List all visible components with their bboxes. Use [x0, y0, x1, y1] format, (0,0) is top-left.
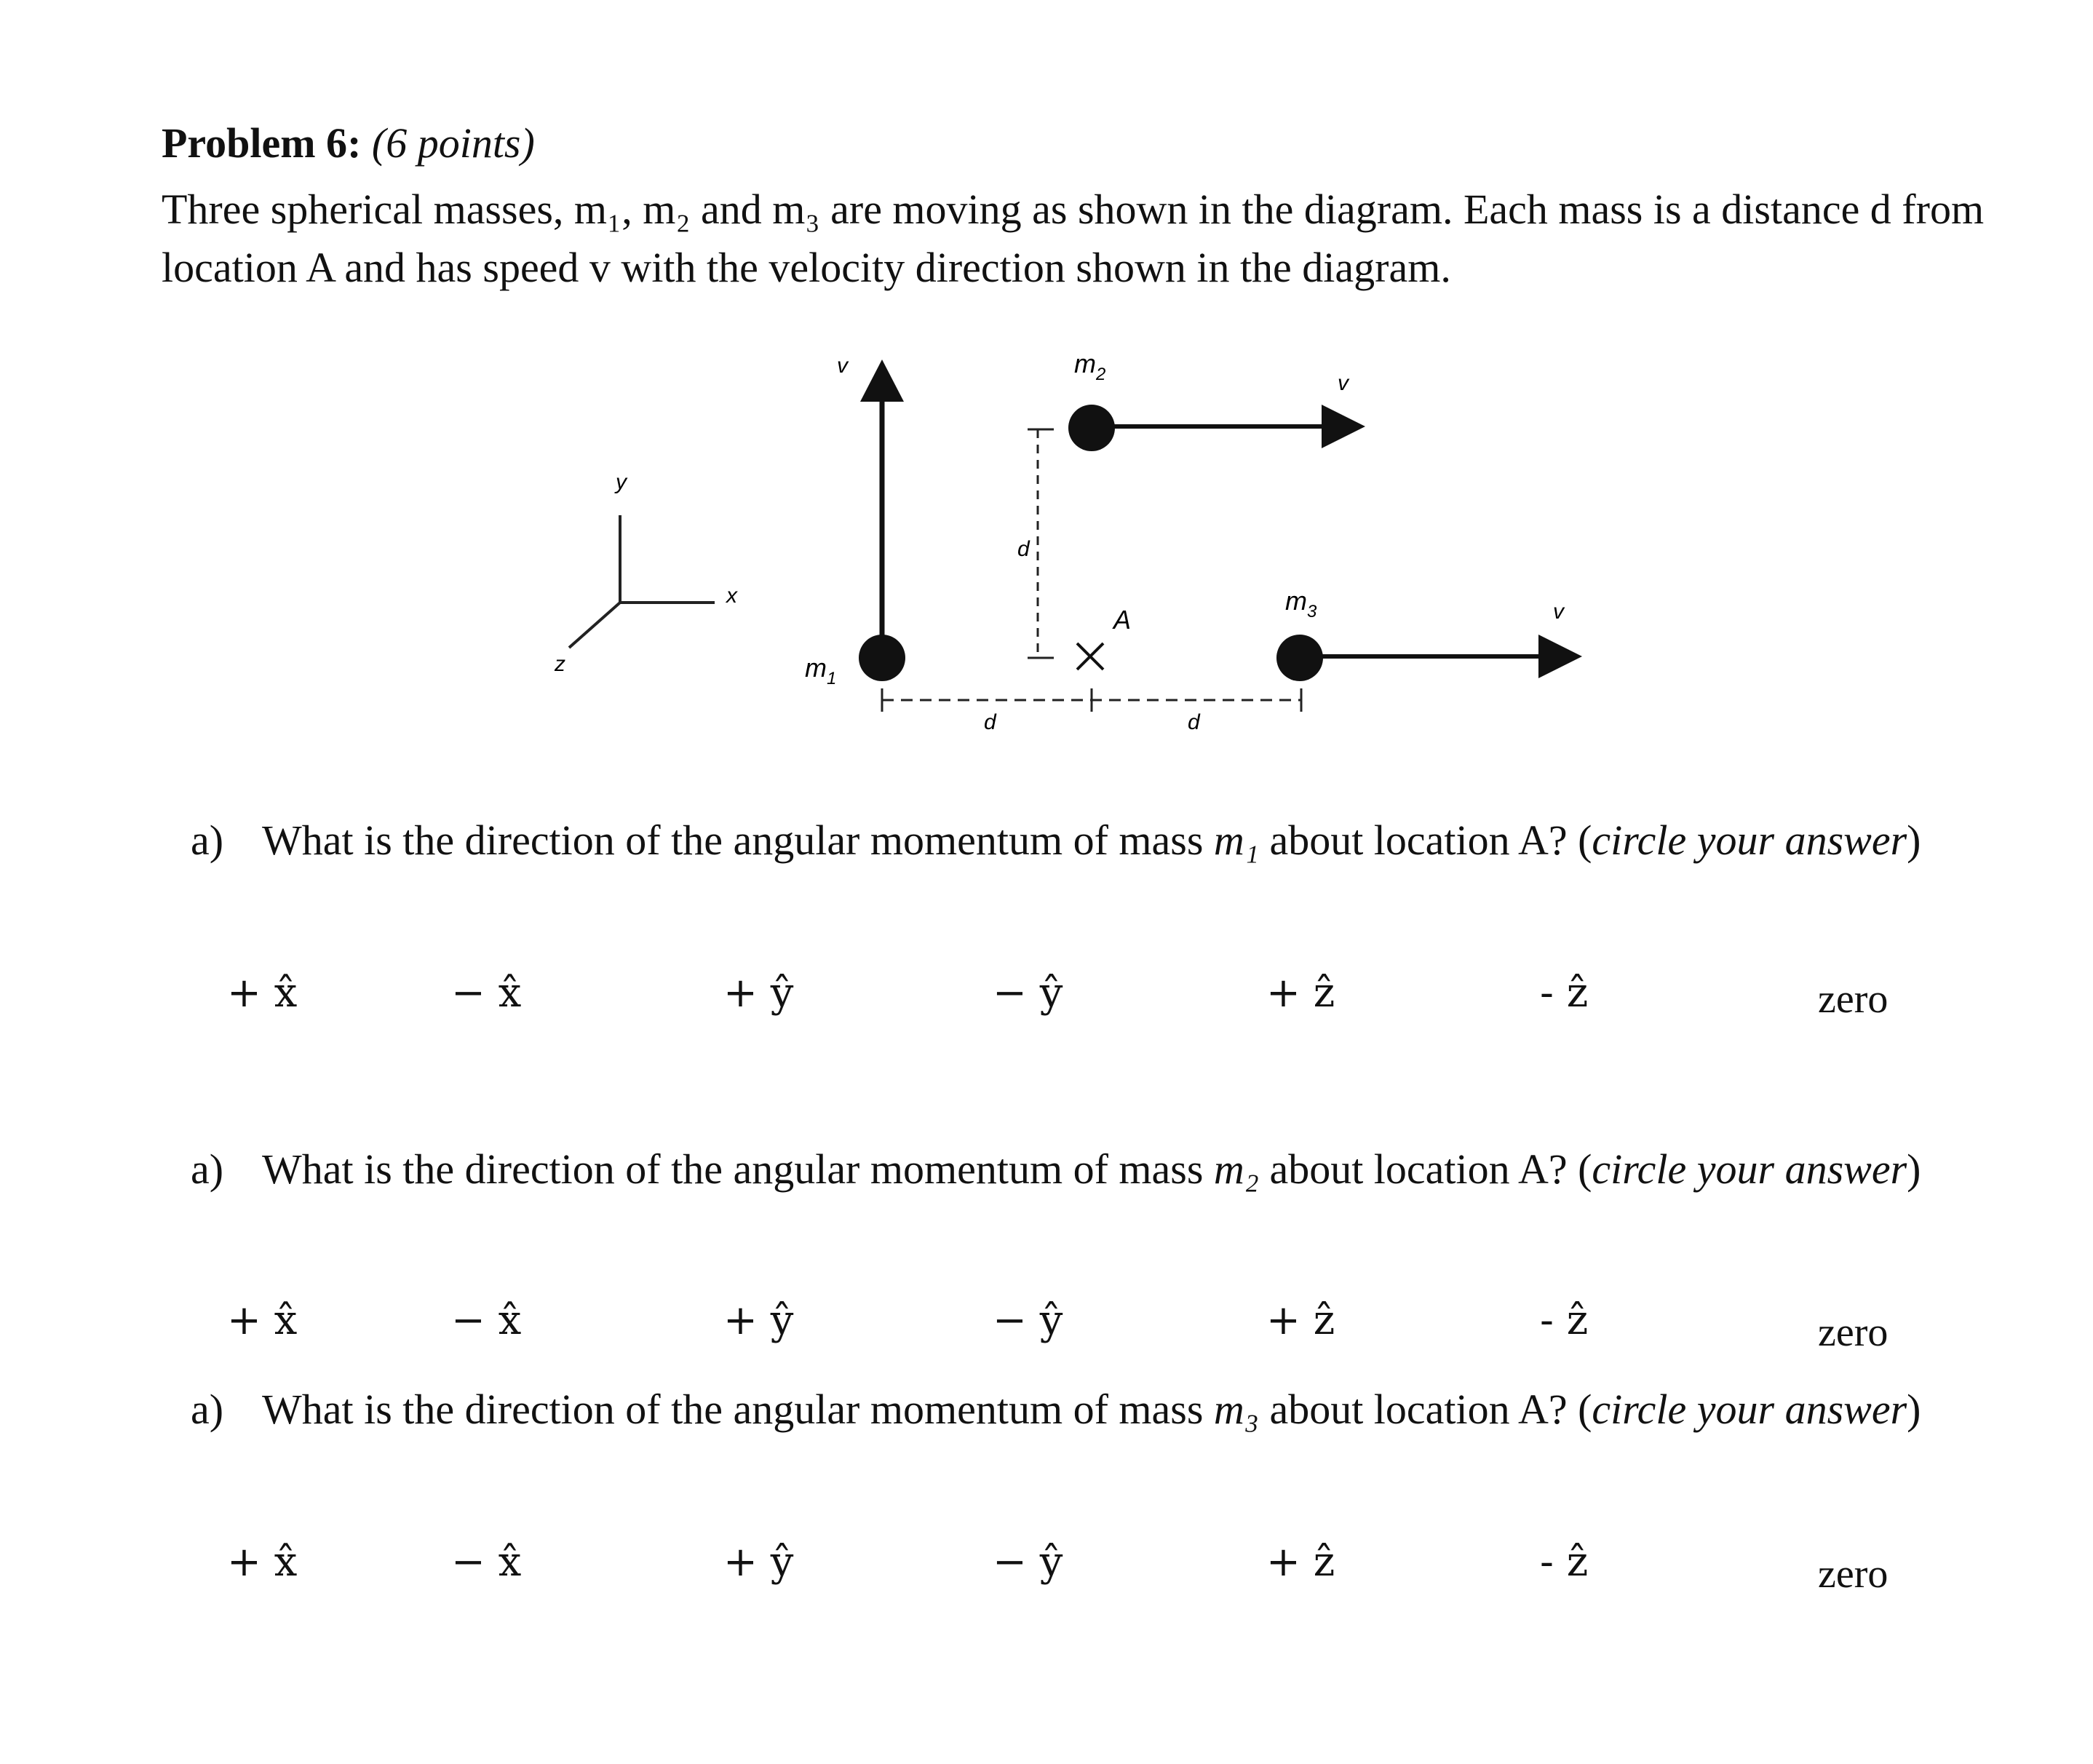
horizontal-d-label-right: d — [1188, 710, 1200, 734]
answer-option-plus-y[interactable]: + ŷ — [723, 1297, 794, 1344]
vertical-d-label: d — [1017, 537, 1030, 561]
answer-option-plus-x[interactable]: + x̂ — [227, 969, 298, 1017]
answer-option-minus-x[interactable]: − x̂ — [451, 1297, 522, 1344]
answer-option-zero[interactable]: zero — [1818, 1310, 1889, 1355]
mass-m2 — [1068, 405, 1115, 451]
question-instruction: circle your answer — [1592, 1145, 1907, 1193]
answer-option-minus-z[interactable]: - ẑ — [1540, 969, 1589, 1017]
answer-option-plus-y[interactable]: + ŷ — [723, 969, 794, 1017]
answer-option-zero[interactable]: zero — [1818, 1552, 1889, 1597]
m2-label: $m_2$ — [1074, 349, 1106, 384]
problem-points: (6 points) — [371, 119, 535, 167]
question-m2: a) What is the direction of the angular momentum of mass m₂ about location A? (circle your answer) — [191, 1144, 1921, 1195]
question-text-post: about location A? ( — [1258, 817, 1592, 864]
question-label: a) — [191, 1145, 224, 1193]
answer-option-minus-x[interactable]: − x̂ — [451, 1538, 522, 1586]
question-m1: a) What is the direction of the angular momentum of mass m₁ about location A? (circle your answer) — [191, 815, 1921, 866]
answer-option-plus-x[interactable]: + x̂ — [227, 1297, 298, 1344]
mass-m3 — [1276, 635, 1323, 681]
m3-velocity-label: v — [1553, 600, 1564, 624]
mass-m1 — [859, 635, 905, 681]
y-axis-label: y — [616, 470, 627, 494]
horizontal-d-label-left: d — [984, 710, 996, 734]
question-text: What is the direction of the angular momentum of mass — [262, 1145, 1214, 1193]
question-mass: m₂ — [1213, 1145, 1259, 1193]
answer-option-plus-z[interactable]: + ẑ — [1266, 969, 1335, 1017]
answer-option-plus-z[interactable]: + ẑ — [1266, 1538, 1335, 1586]
question-text-post: about location A? ( — [1258, 1145, 1592, 1193]
m2-velocity-label: v — [1338, 371, 1349, 395]
answer-option-minus-y[interactable]: − ŷ — [993, 1538, 1063, 1586]
answer-option-minus-z[interactable]: - ẑ — [1540, 1297, 1589, 1344]
answer-option-minus-y[interactable]: − ŷ — [993, 969, 1063, 1017]
question-m3: a) What is the direction of the angular momentum of mass m₃ about location A? (circle your answer) — [191, 1384, 1921, 1435]
answer-option-minus-z[interactable]: - ẑ — [1540, 1538, 1589, 1586]
x-axis-label: x — [726, 584, 737, 608]
question-mass: m₃ — [1213, 1386, 1259, 1433]
answer-option-minus-x[interactable]: − x̂ — [451, 969, 522, 1017]
problem-title: Problem 6: (6 points) — [162, 119, 535, 167]
answer-option-plus-x[interactable]: + x̂ — [227, 1538, 298, 1586]
m1-velocity-label: v — [837, 354, 848, 378]
vertical-distance-dimension — [1028, 429, 1054, 658]
m3-velocity-arrowhead — [1538, 635, 1582, 678]
question-instruction: circle your answer — [1592, 1386, 1907, 1433]
question-instruction: circle your answer — [1592, 817, 1907, 864]
horizontal-distance-dimension — [882, 688, 1301, 712]
m1-velocity-arrowhead — [860, 359, 904, 402]
answer-option-zero[interactable]: zero — [1818, 977, 1889, 1022]
answer-option-plus-y[interactable]: + ŷ — [723, 1538, 794, 1586]
question-text-post: about location A? ( — [1258, 1386, 1592, 1433]
m3-label: $m_3$ — [1285, 586, 1317, 621]
z-axis — [569, 603, 620, 648]
coordinate-axes — [569, 515, 715, 648]
problem-text-line-1: Three spherical masses, m₁, m₂ and m₃ are moving as shown in the diagram. Each mass is a distance d from — [162, 186, 1985, 233]
location-a-label: A — [1113, 605, 1132, 635]
m1-label: $m_1$ — [805, 653, 837, 688]
question-text: What is the direction of the angular momentum of mass — [262, 817, 1214, 864]
location-a-marker — [1077, 643, 1103, 670]
problem-text-line-2: location A and has speed v with the velocity direction shown in the diagram. — [162, 244, 1451, 291]
question-label: a) — [191, 817, 224, 864]
problem-label: Problem 6 — [162, 119, 348, 167]
question-label: a) — [191, 1386, 224, 1433]
physics-diagram — [0, 0, 2093, 800]
answer-option-minus-y[interactable]: − ŷ — [993, 1297, 1063, 1344]
z-axis-label: z — [555, 652, 565, 676]
question-mass: m₁ — [1213, 817, 1259, 864]
m2-velocity-arrowhead — [1322, 405, 1365, 448]
question-text: What is the direction of the angular momentum of mass — [262, 1386, 1214, 1433]
answer-option-plus-z[interactable]: + ẑ — [1266, 1297, 1335, 1344]
